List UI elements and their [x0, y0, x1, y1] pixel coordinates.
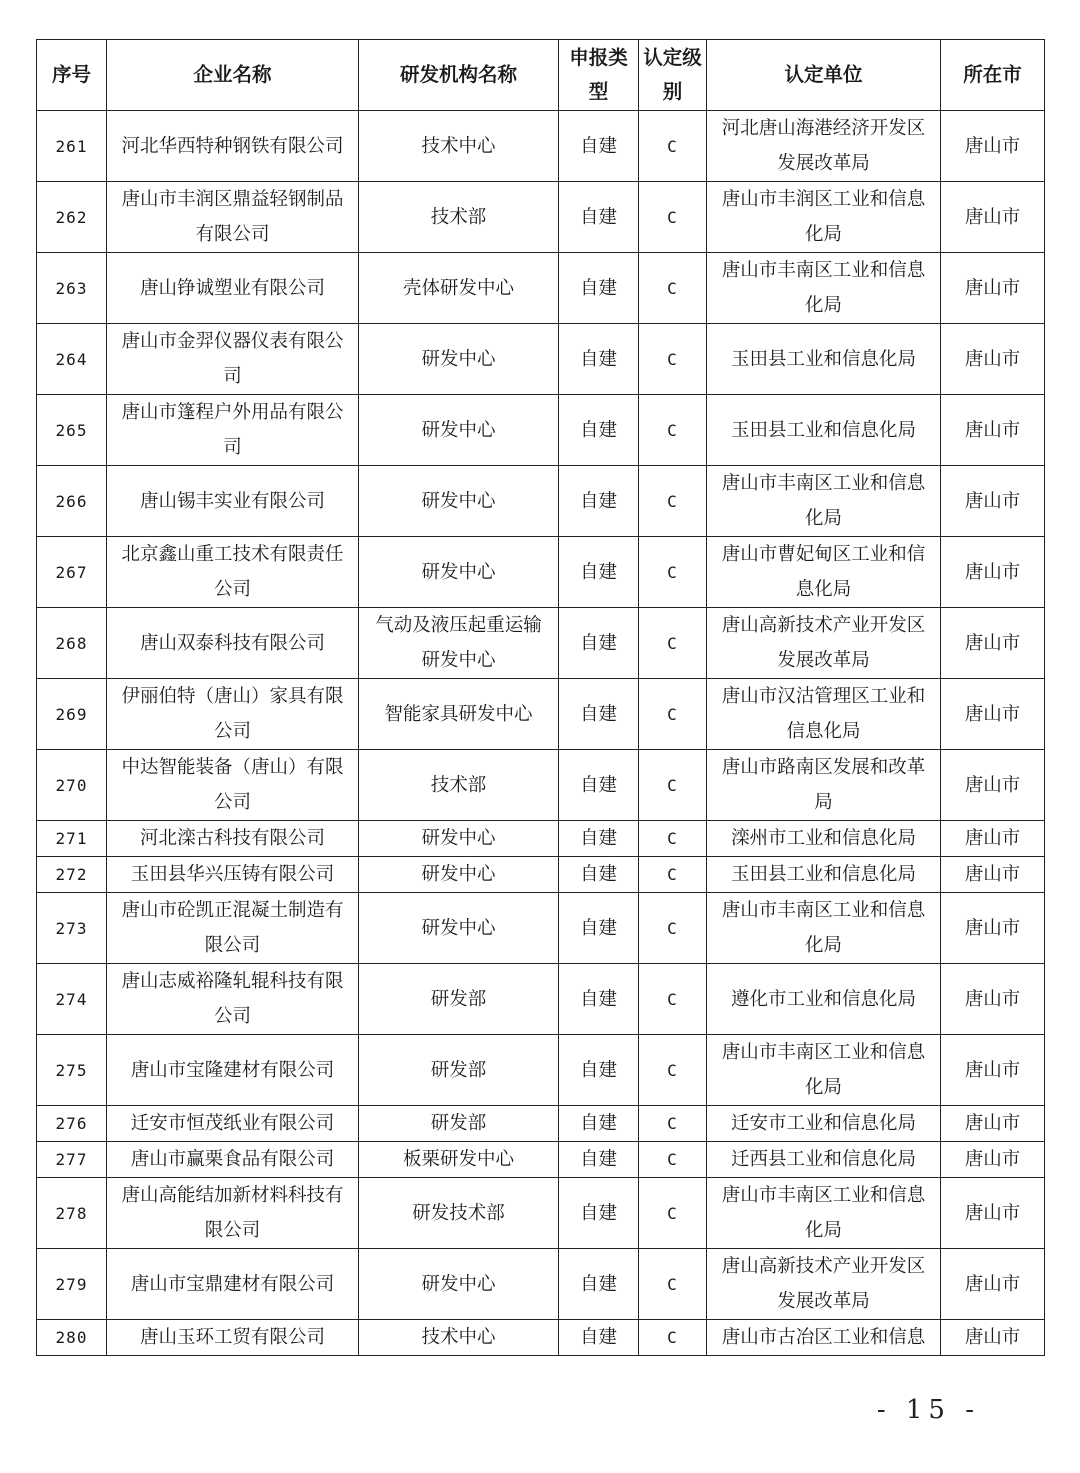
cell-city: 唐山市 [941, 182, 1045, 253]
cell-seq: 275 [37, 1035, 107, 1106]
table-row [37, 324, 1045, 395]
table-row [37, 1249, 1045, 1320]
cell-center: 技术部 [359, 182, 559, 253]
cell-unit: 唐山市丰南区工业和信息化局 [707, 1035, 941, 1106]
cell-type: 自建 [559, 111, 639, 182]
cell-center: 气动及液压起重运输研发中心 [359, 608, 559, 679]
cell-unit: 迁西县工业和信息化局 [707, 1142, 941, 1178]
cell-seq: 279 [37, 1249, 107, 1320]
cell-center: 研发中心 [359, 324, 559, 395]
cell-type: 自建 [559, 1106, 639, 1142]
table-row [37, 182, 1045, 253]
cell-seq: 277 [37, 1142, 107, 1178]
cell-unit: 唐山市古冶区工业和信息 [707, 1320, 941, 1356]
cell-seq: 264 [37, 324, 107, 395]
cell-type: 自建 [559, 1142, 639, 1178]
cell-type: 自建 [559, 1249, 639, 1320]
cell-city: 唐山市 [941, 750, 1045, 821]
cell-center: 研发中心 [359, 537, 559, 608]
table-row [37, 1035, 1045, 1106]
header-unit: 认定单位 [707, 40, 941, 111]
table-row [37, 893, 1045, 964]
cell-center: 研发中心 [359, 821, 559, 857]
enterprise-rd-table [36, 39, 1045, 1356]
cell-seq: 268 [37, 608, 107, 679]
cell-company: 北京鑫山重工技术有限责任公司 [107, 537, 359, 608]
cell-unit: 唐山市路南区发展和改革局 [707, 750, 941, 821]
cell-seq: 272 [37, 857, 107, 893]
cell-city: 唐山市 [941, 1320, 1045, 1356]
cell-type: 自建 [559, 1320, 639, 1356]
table-row [37, 679, 1045, 750]
cell-company: 唐山市丰润区鼎益轻钢制品有限公司 [107, 182, 359, 253]
cell-center: 研发中心 [359, 466, 559, 537]
cell-center: 技术中心 [359, 111, 559, 182]
cell-level: C [639, 466, 707, 537]
cell-unit: 唐山市丰南区工业和信息化局 [707, 893, 941, 964]
cell-level: C [639, 1178, 707, 1249]
cell-level: C [639, 111, 707, 182]
cell-level: C [639, 324, 707, 395]
cell-center: 板栗研发中心 [359, 1142, 559, 1178]
cell-level: C [639, 1106, 707, 1142]
cell-type: 自建 [559, 964, 639, 1035]
cell-city: 唐山市 [941, 1178, 1045, 1249]
cell-company: 唐山玉环工贸有限公司 [107, 1320, 359, 1356]
cell-company: 唐山铮诚塑业有限公司 [107, 253, 359, 324]
cell-unit: 唐山高新技术产业开发区发展改革局 [707, 608, 941, 679]
header-type: 申报类型 [559, 40, 639, 111]
cell-company: 唐山市篷程户外用品有限公司 [107, 395, 359, 466]
cell-center: 壳体研发中心 [359, 253, 559, 324]
table-row [37, 964, 1045, 1035]
header-company: 企业名称 [107, 40, 359, 111]
table-header-row [37, 40, 1045, 111]
cell-unit: 玉田县工业和信息化局 [707, 324, 941, 395]
cell-level: C [639, 1035, 707, 1106]
cell-seq: 263 [37, 253, 107, 324]
page-number: - 15 - [876, 1395, 980, 1425]
cell-level: C [639, 893, 707, 964]
table-row [37, 395, 1045, 466]
cell-type: 自建 [559, 324, 639, 395]
cell-city: 唐山市 [941, 964, 1045, 1035]
cell-company: 唐山市宝隆建材有限公司 [107, 1035, 359, 1106]
cell-city: 唐山市 [941, 821, 1045, 857]
cell-type: 自建 [559, 750, 639, 821]
table-row [37, 1106, 1045, 1142]
table-row [37, 111, 1045, 182]
cell-seq: 270 [37, 750, 107, 821]
cell-unit: 滦州市工业和信息化局 [707, 821, 941, 857]
cell-city: 唐山市 [941, 111, 1045, 182]
cell-unit: 唐山高新技术产业开发区发展改革局 [707, 1249, 941, 1320]
cell-city: 唐山市 [941, 893, 1045, 964]
cell-seq: 269 [37, 679, 107, 750]
table-row [37, 1178, 1045, 1249]
cell-company: 唐山市砼凯正混凝土制造有限公司 [107, 893, 359, 964]
cell-center: 研发中心 [359, 1249, 559, 1320]
cell-unit: 唐山市曹妃甸区工业和信息化局 [707, 537, 941, 608]
cell-level: C [639, 821, 707, 857]
table-row [37, 1142, 1045, 1178]
header-level: 认定级别 [639, 40, 707, 111]
table-row [37, 253, 1045, 324]
cell-city: 唐山市 [941, 395, 1045, 466]
table-row [37, 608, 1045, 679]
cell-company: 伊丽伯特（唐山）家具有限公司 [107, 679, 359, 750]
cell-center: 研发部 [359, 1035, 559, 1106]
cell-company: 河北华西特种钢铁有限公司 [107, 111, 359, 182]
cell-unit: 唐山市丰润区工业和信息化局 [707, 182, 941, 253]
cell-city: 唐山市 [941, 1249, 1045, 1320]
cell-city: 唐山市 [941, 537, 1045, 608]
cell-level: C [639, 1249, 707, 1320]
cell-seq: 266 [37, 466, 107, 537]
cell-seq: 265 [37, 395, 107, 466]
cell-type: 自建 [559, 466, 639, 537]
table-row [37, 537, 1045, 608]
cell-unit: 唐山市丰南区工业和信息化局 [707, 253, 941, 324]
cell-company: 唐山锡丰实业有限公司 [107, 466, 359, 537]
cell-city: 唐山市 [941, 253, 1045, 324]
cell-company: 唐山志威裕隆轧辊科技有限公司 [107, 964, 359, 1035]
cell-seq: 273 [37, 893, 107, 964]
cell-level: C [639, 750, 707, 821]
table-row [37, 750, 1045, 821]
cell-level: C [639, 964, 707, 1035]
cell-seq: 271 [37, 821, 107, 857]
cell-type: 自建 [559, 608, 639, 679]
cell-center: 研发中心 [359, 893, 559, 964]
header-seq: 序号 [37, 40, 107, 111]
cell-level: C [639, 537, 707, 608]
cell-seq: 274 [37, 964, 107, 1035]
cell-type: 自建 [559, 1178, 639, 1249]
cell-city: 唐山市 [941, 1142, 1045, 1178]
cell-city: 唐山市 [941, 1035, 1045, 1106]
cell-city: 唐山市 [941, 324, 1045, 395]
header-center: 研发机构名称 [359, 40, 559, 111]
cell-type: 自建 [559, 1035, 639, 1106]
cell-company: 唐山市宝鼎建材有限公司 [107, 1249, 359, 1320]
cell-unit: 玉田县工业和信息化局 [707, 857, 941, 893]
cell-level: C [639, 679, 707, 750]
cell-level: C [639, 857, 707, 893]
cell-company: 唐山市赢栗食品有限公司 [107, 1142, 359, 1178]
cell-unit: 河北唐山海港经济开发区发展改革局 [707, 111, 941, 182]
cell-level: C [639, 1142, 707, 1178]
cell-type: 自建 [559, 821, 639, 857]
cell-level: C [639, 395, 707, 466]
cell-type: 自建 [559, 253, 639, 324]
cell-level: C [639, 608, 707, 679]
cell-company: 唐山市金羿仪器仪表有限公司 [107, 324, 359, 395]
cell-company: 玉田县华兴压铸有限公司 [107, 857, 359, 893]
cell-unit: 唐山市汉沽管理区工业和信息化局 [707, 679, 941, 750]
cell-type: 自建 [559, 395, 639, 466]
cell-company: 唐山双泰科技有限公司 [107, 608, 359, 679]
table-row [37, 1320, 1045, 1356]
header-city: 所在市 [941, 40, 1045, 111]
cell-level: C [639, 1320, 707, 1356]
cell-unit: 玉田县工业和信息化局 [707, 395, 941, 466]
cell-city: 唐山市 [941, 679, 1045, 750]
cell-seq: 276 [37, 1106, 107, 1142]
cell-city: 唐山市 [941, 608, 1045, 679]
cell-seq: 262 [37, 182, 107, 253]
cell-company: 中达智能装备（唐山）有限公司 [107, 750, 359, 821]
cell-type: 自建 [559, 893, 639, 964]
cell-type: 自建 [559, 182, 639, 253]
cell-unit: 唐山市丰南区工业和信息化局 [707, 466, 941, 537]
cell-type: 自建 [559, 679, 639, 750]
cell-seq: 278 [37, 1178, 107, 1249]
cell-type: 自建 [559, 857, 639, 893]
cell-unit: 唐山市丰南区工业和信息化局 [707, 1178, 941, 1249]
cell-center: 研发中心 [359, 395, 559, 466]
cell-center: 研发部 [359, 964, 559, 1035]
cell-seq: 261 [37, 111, 107, 182]
table-row [37, 821, 1045, 857]
cell-company: 河北滦古科技有限公司 [107, 821, 359, 857]
cell-city: 唐山市 [941, 857, 1045, 893]
cell-seq: 280 [37, 1320, 107, 1356]
cell-level: C [639, 182, 707, 253]
cell-center: 技术部 [359, 750, 559, 821]
cell-city: 唐山市 [941, 466, 1045, 537]
table-body [37, 111, 1045, 1356]
cell-city: 唐山市 [941, 1106, 1045, 1142]
cell-type: 自建 [559, 537, 639, 608]
table-row [37, 466, 1045, 537]
enterprise-rd-table-container [36, 39, 1044, 1356]
cell-center: 研发中心 [359, 857, 559, 893]
cell-unit: 遵化市工业和信息化局 [707, 964, 941, 1035]
cell-seq: 267 [37, 537, 107, 608]
cell-company: 迁安市恒茂纸业有限公司 [107, 1106, 359, 1142]
table-row [37, 857, 1045, 893]
cell-center: 研发部 [359, 1106, 559, 1142]
cell-company: 唐山高能结加新材料科技有限公司 [107, 1178, 359, 1249]
cell-level: C [639, 253, 707, 324]
cell-center: 技术中心 [359, 1320, 559, 1356]
cell-center: 研发技术部 [359, 1178, 559, 1249]
cell-center: 智能家具研发中心 [359, 679, 559, 750]
cell-unit: 迁安市工业和信息化局 [707, 1106, 941, 1142]
